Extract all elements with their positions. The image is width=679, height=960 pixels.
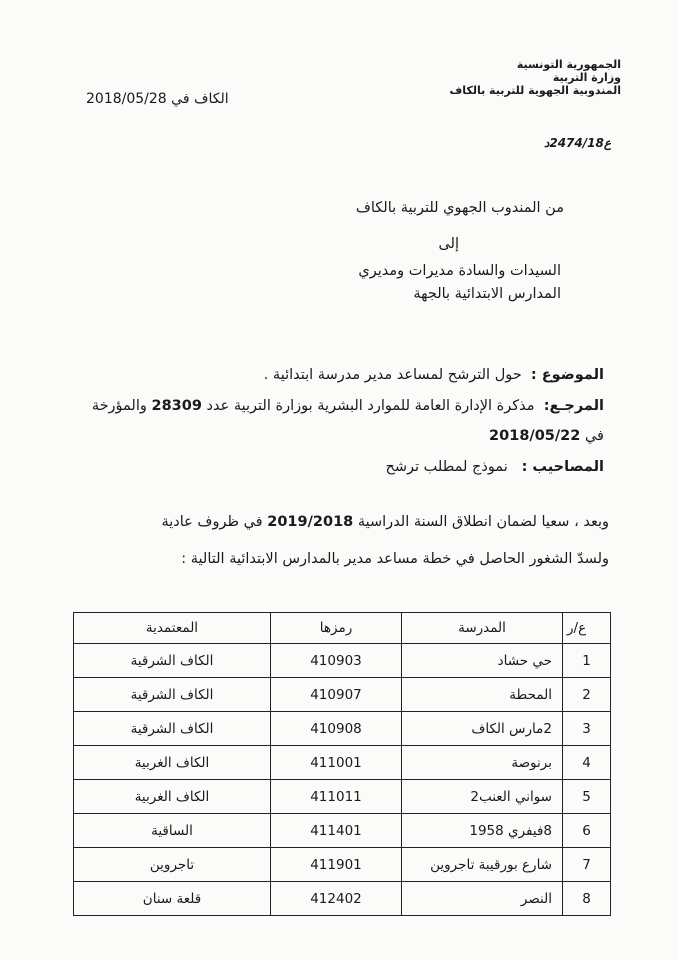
school-name: 2مارس الكاف bbox=[402, 712, 563, 746]
body-text-2: في ظروف عادية bbox=[161, 514, 263, 530]
school-delegation: الكاف الشرقية bbox=[74, 678, 271, 712]
school-name: حي حشاد bbox=[402, 644, 563, 678]
reference-date: 2018/05/22 bbox=[489, 428, 581, 444]
reference-date-line bbox=[489, 428, 604, 444]
school-delegation: الكاف الغربية bbox=[74, 746, 271, 780]
school-delegation: تاجروين bbox=[74, 848, 271, 882]
sender-line: من المندوب الجهوي للتربية بالكاف bbox=[355, 200, 564, 216]
school-delegation: الكاف الشرقية bbox=[74, 712, 271, 746]
row-number: 2 bbox=[563, 678, 611, 712]
school-code: 410903 bbox=[271, 644, 402, 678]
reference-number: ع2474/18د bbox=[544, 136, 611, 150]
attachment-label: المصاحيب : bbox=[521, 459, 604, 475]
school-code: 411901 bbox=[271, 848, 402, 882]
letterhead bbox=[421, 58, 621, 97]
republic-name: الجمهورية التونسية bbox=[516, 58, 621, 71]
school-code: 410907 bbox=[271, 678, 402, 712]
to-word: إلى bbox=[438, 236, 459, 252]
school-name: برنوصة bbox=[402, 746, 563, 780]
table-row bbox=[74, 882, 611, 916]
table-header-row bbox=[74, 613, 611, 644]
school-delegation: الساقية bbox=[74, 814, 271, 848]
vacancy-table bbox=[73, 612, 611, 916]
row-number: 8 bbox=[563, 882, 611, 916]
col-header-code: رمزها bbox=[271, 613, 402, 644]
col-header-number: ع/ر bbox=[563, 613, 611, 644]
attachment-text: نموذج لمطلب ترشح bbox=[385, 459, 508, 475]
row-number: 4 bbox=[563, 746, 611, 780]
school-name: شارع بورقيبة تاجروين bbox=[402, 848, 563, 882]
reference-line bbox=[92, 398, 604, 414]
body-paragraph-line-1 bbox=[161, 514, 609, 530]
school-name: سواني العنب2 bbox=[402, 780, 563, 814]
row-number: 1 bbox=[563, 644, 611, 678]
subject-label: الموضوع : bbox=[530, 367, 604, 383]
school-code: 411001 bbox=[271, 746, 402, 780]
school-code: 411011 bbox=[271, 780, 402, 814]
school-code: 410908 bbox=[271, 712, 402, 746]
table-row bbox=[74, 746, 611, 780]
school-name: 8فيفري 1958 bbox=[402, 814, 563, 848]
table-row bbox=[74, 814, 611, 848]
school-name: النصر bbox=[402, 882, 563, 916]
school-code: 411401 bbox=[271, 814, 402, 848]
reference-memo-number: 28309 bbox=[151, 398, 202, 414]
row-number: 5 bbox=[563, 780, 611, 814]
school-year: 2019/2018 bbox=[267, 514, 354, 530]
reference-label: المرجـع: bbox=[543, 398, 604, 414]
table-row bbox=[74, 780, 611, 814]
ministry-name: وزارة التربية bbox=[552, 71, 621, 84]
reference-date-prefix: في bbox=[584, 428, 604, 444]
date-line: الكاف في 2018/05/28 bbox=[86, 91, 229, 107]
school-delegation: الكاف الغربية bbox=[74, 780, 271, 814]
school-delegation: قلعة سنان bbox=[74, 882, 271, 916]
recipient-line-1: السيدات والسادة مديرات ومديري bbox=[358, 263, 561, 279]
col-header-school: المدرسة bbox=[402, 613, 563, 644]
row-number: 3 bbox=[563, 712, 611, 746]
attachment-line bbox=[386, 459, 605, 475]
table-row bbox=[74, 678, 611, 712]
subject-text: حول الترشح لمساعد مدير مدرسة ابتدائية . bbox=[263, 367, 522, 383]
table-row bbox=[74, 848, 611, 882]
body-paragraph-line-2: ولسدّ الشغور الحاصل في خطة مساعد مدير بالمدارس الابتدائية التالية : bbox=[181, 551, 609, 567]
school-code: 412402 bbox=[271, 882, 402, 916]
col-header-delegation: المعتمدية bbox=[74, 613, 271, 644]
recipient-line-2: المدارس الابتدائية بالجهة bbox=[413, 286, 561, 302]
row-number: 6 bbox=[563, 814, 611, 848]
school-delegation: الكاف الشرقية bbox=[74, 644, 271, 678]
subject-line bbox=[264, 367, 604, 383]
school-name: المحطة bbox=[402, 678, 563, 712]
delegation-name: المندوبية الجهوية للتربية بالكاف bbox=[449, 84, 621, 97]
reference-text: مذكرة الإدارة العامة للموارد البشرية بوزارة التربية عدد bbox=[206, 398, 535, 414]
row-number: 7 bbox=[563, 848, 611, 882]
reference-text-2: والمؤرخة bbox=[91, 398, 147, 414]
body-text-1: وبعد ، سعيا لضمان انطلاق السنة الدراسية bbox=[357, 514, 609, 530]
table-row bbox=[74, 712, 611, 746]
table-row bbox=[74, 644, 611, 678]
